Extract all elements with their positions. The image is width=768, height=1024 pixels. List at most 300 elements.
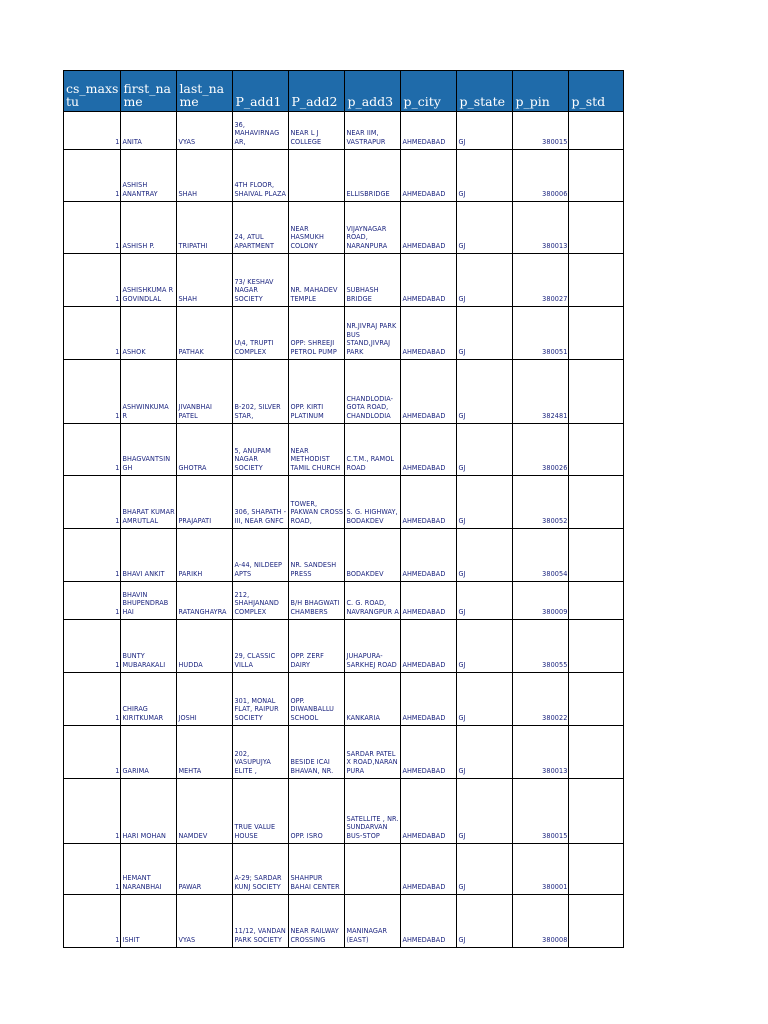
cs-maxstu-cell[interactable] <box>64 424 121 476</box>
p-add2-cell[interactable] <box>289 476 345 529</box>
p-add2-cell[interactable] <box>289 582 345 620</box>
cell-text: B/H BHAGWATI CHAMBERS <box>290 598 340 617</box>
cell-text: 1 <box>115 347 120 357</box>
cell-text: BHAGVANTSIN GH <box>122 454 171 473</box>
p-add3-cell[interactable] <box>345 150 401 202</box>
cell-text: ASHOK <box>122 347 146 357</box>
cell-text: 380027 <box>542 294 568 304</box>
p-state-cell[interactable] <box>457 424 513 476</box>
cell-text: 380022 <box>542 713 568 723</box>
cell-text: MANINAGAR (EAST) <box>346 926 388 945</box>
p-city-cell[interactable] <box>401 307 457 360</box>
cell-text: 380026 <box>542 463 568 473</box>
cell-text: A-44, NILDEEP APTS <box>234 560 283 579</box>
p-add1-cell[interactable] <box>233 529 289 582</box>
p-pin-cell[interactable] <box>513 150 569 202</box>
first-name-cell[interactable] <box>121 202 177 254</box>
cs-maxstu-cell[interactable] <box>64 726 121 779</box>
column-header-p-add2[interactable]: P_add2 <box>289 71 345 112</box>
cs-maxstu-cell[interactable] <box>64 582 121 620</box>
p-city-cell[interactable] <box>401 582 457 620</box>
p-add1-cell[interactable] <box>233 726 289 779</box>
p-add2-cell[interactable] <box>289 726 345 779</box>
cell-text: GHOTRA <box>178 463 207 473</box>
p-add3-cell[interactable] <box>345 844 401 895</box>
cell-text: TRUE VALUE HOUSE <box>234 822 276 841</box>
table-row <box>64 476 624 529</box>
cell-text: BODAKDEV <box>346 569 384 579</box>
cell-text: B-202, SILVER STAR, <box>234 402 281 421</box>
cs-maxstu-cell[interactable] <box>64 895 121 948</box>
p-state-cell[interactable] <box>457 620 513 673</box>
first-name-cell[interactable] <box>121 529 177 582</box>
table-row <box>64 779 624 844</box>
p-state-cell[interactable] <box>457 529 513 582</box>
p-add1-cell[interactable] <box>233 673 289 726</box>
p-add2-cell[interactable] <box>289 150 345 202</box>
first-name-cell[interactable] <box>121 673 177 726</box>
first-name-cell[interactable] <box>121 254 177 307</box>
p-std-cell[interactable] <box>569 476 624 529</box>
p-pin-cell[interactable] <box>513 476 569 529</box>
p-state-cell[interactable] <box>457 582 513 620</box>
cell-text: BUNTY MUBARAKALI <box>122 651 166 670</box>
last-name-cell[interactable] <box>177 895 233 948</box>
cs-maxstu-cell[interactable] <box>64 307 121 360</box>
cell-text: AHMEDABAD <box>402 607 446 617</box>
cell-text: GJ <box>458 569 466 579</box>
cs-maxstu-cell[interactable] <box>64 254 121 307</box>
p-add3-cell[interactable] <box>345 112 401 150</box>
column-header-p-std[interactable]: p_std <box>569 71 624 112</box>
cell-text: 212, SHAHJANAND COMPLEX <box>234 589 279 617</box>
p-pin-cell[interactable] <box>513 582 569 620</box>
p-state-cell[interactable] <box>457 476 513 529</box>
cell-text: AHMEDABAD <box>402 516 446 526</box>
cell-text: OPP: SHREEJI PETROL PUMP <box>290 338 337 357</box>
p-pin-cell[interactable] <box>513 424 569 476</box>
cell-text: ASHISH ANANTRAY <box>122 180 158 199</box>
cell-text: 73/ KESHAV NAGAR SOCIETY <box>234 276 274 304</box>
p-std-cell[interactable] <box>569 673 624 726</box>
last-name-cell[interactable] <box>177 307 233 360</box>
first-name-cell[interactable] <box>121 307 177 360</box>
p-add3-cell[interactable] <box>345 254 401 307</box>
cell-text: 29, CLASSIC VILLA <box>234 651 276 670</box>
table-row <box>64 582 624 620</box>
cell-text: GJ <box>458 137 466 147</box>
p-add2-cell[interactable] <box>289 360 345 424</box>
p-add3-cell[interactable] <box>345 673 401 726</box>
cell-text: 380009 <box>542 607 568 617</box>
last-name-cell[interactable] <box>177 620 233 673</box>
p-add1-cell[interactable] <box>233 202 289 254</box>
p-pin-cell[interactable] <box>513 360 569 424</box>
first-name-cell[interactable] <box>121 476 177 529</box>
cs-maxstu-cell[interactable] <box>64 112 121 150</box>
p-pin-cell[interactable] <box>513 112 569 150</box>
cell-text: BHAVIN BHUPENDRAB HAI <box>122 589 169 617</box>
cell-text: ASHISH P. <box>122 241 155 251</box>
p-city-cell[interactable] <box>401 424 457 476</box>
cell-text: 1 <box>115 766 120 776</box>
p-add3-cell[interactable] <box>345 726 401 779</box>
cell-text: 382481 <box>542 411 568 421</box>
last-name-cell[interactable] <box>177 202 233 254</box>
p-city-cell[interactable] <box>401 779 457 844</box>
p-add3-cell[interactable] <box>345 529 401 582</box>
cell-text: BHARAT KUMAR AMRUTLAL <box>122 507 175 526</box>
cell-text: GJ <box>458 241 466 251</box>
p-add2-cell[interactable] <box>289 673 345 726</box>
cell-text: 380055 <box>542 660 568 670</box>
cell-text: SUBHASH BRIDGE <box>346 285 379 304</box>
last-name-cell[interactable] <box>177 254 233 307</box>
cs-maxstu-cell[interactable] <box>64 620 121 673</box>
cs-maxstu-cell[interactable] <box>64 529 121 582</box>
first-name-cell[interactable] <box>121 582 177 620</box>
cell-text: GJ <box>458 411 466 421</box>
p-add3-cell[interactable] <box>345 476 401 529</box>
cell-text: SATELLITE , NR. SUNDARVAN BUS-STOP <box>346 813 399 841</box>
table-row <box>64 895 624 948</box>
p-add1-cell[interactable] <box>233 620 289 673</box>
column-header-cs-maxstu[interactable]: cs_maxs tu <box>64 71 121 112</box>
cell-text: 1 <box>115 831 120 841</box>
cell-text: NR. SANDESH PRESS <box>290 560 337 579</box>
p-pin-cell[interactable] <box>513 254 569 307</box>
p-add1-cell[interactable] <box>233 150 289 202</box>
cell-text: 1 <box>115 713 120 723</box>
column-header-p-pin[interactable]: p_pin <box>513 71 569 112</box>
cell-text: NEAR HASMUKH COLONY <box>290 223 324 251</box>
cell-text: NEAR RAILWAY CROSSING <box>290 926 339 945</box>
cell-text: KANKARIA <box>346 713 380 723</box>
p-std-cell[interactable] <box>569 844 624 895</box>
cell-text: AHMEDABAD <box>402 831 446 841</box>
cell-text: GJ <box>458 463 466 473</box>
cell-text: BESIDE ICAI BHAVAN, NR. <box>290 757 334 776</box>
cell-text: CHANDLODIA- GOTA ROAD, CHANDLODIA <box>346 393 394 421</box>
cell-text: AHMEDABAD <box>402 713 446 723</box>
cs-maxstu-cell[interactable] <box>64 844 121 895</box>
p-add3-cell[interactable] <box>345 424 401 476</box>
p-add2-cell[interactable] <box>289 424 345 476</box>
p-add2-cell[interactable] <box>289 529 345 582</box>
cell-text: AHMEDABAD <box>402 935 446 945</box>
p-state-cell[interactable] <box>457 112 513 150</box>
cell-text: ASHISHKUMA R GOVINDLAL <box>122 285 174 304</box>
p-city-cell[interactable] <box>401 112 457 150</box>
p-add3-cell[interactable] <box>345 202 401 254</box>
last-name-cell[interactable] <box>177 673 233 726</box>
p-pin-cell[interactable] <box>513 844 569 895</box>
table-row <box>64 424 624 476</box>
cell-text: AHMEDABAD <box>402 137 446 147</box>
p-add3-cell[interactable] <box>345 779 401 844</box>
cell-text: SHAH <box>178 294 198 304</box>
cell-text: 1 <box>115 463 120 473</box>
cell-text: 1 <box>115 137 120 147</box>
cell-text: PATHAK <box>178 347 204 357</box>
p-add2-cell[interactable] <box>289 779 345 844</box>
cell-text: VIJAYNAGAR ROAD, NARANPURA <box>346 223 388 251</box>
cell-text: C.T.M., RAMOL ROAD <box>346 454 395 473</box>
cell-text: GJ <box>458 347 466 357</box>
cell-text: PRAJAPATI <box>178 516 212 526</box>
p-add3-cell[interactable] <box>345 360 401 424</box>
cell-text: GJ <box>458 935 466 945</box>
table-row <box>64 529 624 582</box>
p-std-cell[interactable] <box>569 254 624 307</box>
p-pin-cell[interactable] <box>513 529 569 582</box>
p-add1-cell[interactable] <box>233 779 289 844</box>
spreadsheet-table <box>63 70 624 948</box>
column-header-p-state[interactable]: p_state <box>457 71 513 112</box>
first-name-cell[interactable] <box>121 424 177 476</box>
p-std-cell[interactable] <box>569 307 624 360</box>
cell-text: ISHIT <box>122 935 140 945</box>
table-row <box>64 360 624 424</box>
cell-text: GJ <box>458 660 466 670</box>
p-add2-cell[interactable] <box>289 254 345 307</box>
cs-maxstu-cell[interactable] <box>64 360 121 424</box>
p-city-cell[interactable] <box>401 202 457 254</box>
table-row <box>64 726 624 779</box>
cell-text: TOWER, PAKWAN CROSS ROAD, <box>290 498 344 526</box>
p-city-cell[interactable] <box>401 620 457 673</box>
cell-text: SHAHPUR BAHAI CENTER <box>290 873 340 892</box>
p-std-cell[interactable] <box>569 620 624 673</box>
cs-maxstu-cell[interactable] <box>64 150 121 202</box>
last-name-cell[interactable] <box>177 529 233 582</box>
p-add3-cell[interactable] <box>345 895 401 948</box>
p-state-cell[interactable] <box>457 360 513 424</box>
cell-text: 1 <box>115 607 120 617</box>
p-add1-cell[interactable] <box>233 895 289 948</box>
p-add2-cell[interactable] <box>289 202 345 254</box>
p-std-cell[interactable] <box>569 779 624 844</box>
cell-text: AHMEDABAD <box>402 463 446 473</box>
p-city-cell[interactable] <box>401 844 457 895</box>
first-name-cell[interactable] <box>121 844 177 895</box>
cell-text: HUDDA <box>178 660 203 670</box>
p-pin-cell[interactable] <box>513 202 569 254</box>
cell-text: NR.JIVRAJ PARK BUS STAND,JIVRAJ PARK <box>346 320 397 357</box>
cell-text: OPP. DIWANBALLU SCHOOL <box>290 695 335 723</box>
p-add2-cell[interactable] <box>289 112 345 150</box>
p-city-cell[interactable] <box>401 895 457 948</box>
p-state-cell[interactable] <box>457 726 513 779</box>
p-state-cell[interactable] <box>457 150 513 202</box>
cell-text: 1 <box>115 189 120 199</box>
cell-text: 301, MONAL FLAT, RAIPUR SOCIETY <box>234 695 279 723</box>
p-add3-cell[interactable] <box>345 307 401 360</box>
table-row <box>64 150 624 202</box>
cell-text: 380013 <box>542 766 568 776</box>
p-state-cell[interactable] <box>457 202 513 254</box>
last-name-cell[interactable] <box>177 726 233 779</box>
cell-text: 1 <box>115 411 120 421</box>
cell-text: NEAR METHODIST TAMIL CHURCH <box>290 445 341 473</box>
cell-text: AHMEDABAD <box>402 569 446 579</box>
cell-text: SHAH <box>178 189 198 199</box>
last-name-cell[interactable] <box>177 779 233 844</box>
cell-text: GARIMA <box>122 766 149 776</box>
column-header-p-city[interactable]: p_city <box>401 71 457 112</box>
cell-text: AHMEDABAD <box>402 660 446 670</box>
p-pin-cell[interactable] <box>513 307 569 360</box>
cell-text: 380054 <box>542 569 568 579</box>
cell-text: TRIPATHI <box>178 241 208 251</box>
p-std-cell[interactable] <box>569 895 624 948</box>
cell-text: VYAS <box>178 935 196 945</box>
cs-maxstu-cell[interactable] <box>64 476 121 529</box>
cell-text: U\4, TRUPTI COMPLEX <box>234 338 274 357</box>
p-state-cell[interactable] <box>457 673 513 726</box>
p-state-cell[interactable] <box>457 254 513 307</box>
cell-text: S. G. HIGHWAY, BODAKDEV <box>346 507 398 526</box>
last-name-cell[interactable] <box>177 844 233 895</box>
first-name-cell[interactable] <box>121 726 177 779</box>
p-add1-cell[interactable] <box>233 476 289 529</box>
cell-text: 11/12, VANDAN PARK SOCIETY <box>234 926 286 945</box>
p-std-cell[interactable] <box>569 529 624 582</box>
cs-maxstu-cell[interactable] <box>64 202 121 254</box>
p-add2-cell[interactable] <box>289 844 345 895</box>
first-name-cell[interactable] <box>121 895 177 948</box>
column-header-p-add3[interactable]: p_add3 <box>345 71 401 112</box>
last-name-cell[interactable] <box>177 424 233 476</box>
p-pin-cell[interactable] <box>513 895 569 948</box>
p-add1-cell[interactable] <box>233 307 289 360</box>
p-pin-cell[interactable] <box>513 779 569 844</box>
first-name-cell[interactable] <box>121 112 177 150</box>
first-name-cell[interactable] <box>121 620 177 673</box>
cell-text: AHMEDABAD <box>402 766 446 776</box>
p-add1-cell[interactable] <box>233 844 289 895</box>
cell-text: 380051 <box>542 347 568 357</box>
cell-text: 5, ANUPAM NAGAR SOCIETY <box>234 445 271 473</box>
cell-text: 202, VASUPUJYA ELITE , <box>234 748 271 776</box>
cell-text: SARDAR PATEL X ROAD,NARAN PURA <box>346 748 398 776</box>
p-pin-cell[interactable] <box>513 726 569 779</box>
cell-text: AHMEDABAD <box>402 241 446 251</box>
column-header-first-name[interactable]: first_na me <box>121 71 177 112</box>
first-name-cell[interactable] <box>121 779 177 844</box>
column-header-p-add1[interactable]: P_add1 <box>233 71 289 112</box>
p-state-cell[interactable] <box>457 779 513 844</box>
p-state-cell[interactable] <box>457 844 513 895</box>
cell-text: OPP. KIRTI PLATINUM <box>290 402 324 421</box>
p-add1-cell[interactable] <box>233 360 289 424</box>
last-name-cell[interactable] <box>177 582 233 620</box>
p-std-cell[interactable] <box>569 726 624 779</box>
cell-text: AHMEDABAD <box>402 347 446 357</box>
table-row <box>64 254 624 307</box>
p-std-cell[interactable] <box>569 360 624 424</box>
cell-text: NR. MAHADEV TEMPLE <box>290 285 338 304</box>
column-header-last-name[interactable]: last_na me <box>177 71 233 112</box>
cell-text: GJ <box>458 607 466 617</box>
cell-text: CHIRAG KIRITKUMAR <box>122 704 164 723</box>
p-add2-cell[interactable] <box>289 307 345 360</box>
cell-text: BHAVI ANKIT <box>122 569 165 579</box>
p-city-cell[interactable] <box>401 673 457 726</box>
p-std-cell[interactable] <box>569 150 624 202</box>
p-add1-cell[interactable] <box>233 112 289 150</box>
cell-text: HEMANT NARANBHAI <box>122 873 162 892</box>
cell-text: OPP. ISRO <box>290 831 323 841</box>
cell-text: GJ <box>458 882 466 892</box>
last-name-cell[interactable] <box>177 360 233 424</box>
cell-text: 24, ATUL APARTMENT <box>234 232 274 251</box>
cell-text: GJ <box>458 189 466 199</box>
table-row <box>64 202 624 254</box>
cell-text: GJ <box>458 831 466 841</box>
cell-text: 1 <box>115 294 120 304</box>
cell-text: NEAR IIM, VASTRAPUR <box>346 128 386 147</box>
last-name-cell[interactable] <box>177 476 233 529</box>
p-std-cell[interactable] <box>569 112 624 150</box>
p-add2-cell[interactable] <box>289 895 345 948</box>
cell-text: ASHWINKUMA R <box>122 402 169 421</box>
p-state-cell[interactable] <box>457 307 513 360</box>
p-state-cell[interactable] <box>457 895 513 948</box>
cell-text: HARI MOHAN <box>122 831 166 841</box>
last-name-cell[interactable] <box>177 150 233 202</box>
p-std-cell[interactable] <box>569 202 624 254</box>
table-row <box>64 620 624 673</box>
p-add1-cell[interactable] <box>233 582 289 620</box>
first-name-cell[interactable] <box>121 360 177 424</box>
cell-text: 1 <box>115 660 120 670</box>
p-city-cell[interactable] <box>401 476 457 529</box>
p-city-cell[interactable] <box>401 726 457 779</box>
p-std-cell[interactable] <box>569 582 624 620</box>
cell-text: AHMEDABAD <box>402 189 446 199</box>
cs-maxstu-cell[interactable] <box>64 673 121 726</box>
p-pin-cell[interactable] <box>513 673 569 726</box>
p-city-cell[interactable] <box>401 360 457 424</box>
cell-text: C. G. ROAD, NAVRANGPUR A <box>346 598 399 617</box>
cell-text: ANITA <box>122 137 142 147</box>
table-row <box>64 112 624 150</box>
p-add1-cell[interactable] <box>233 254 289 307</box>
p-add3-cell[interactable] <box>345 620 401 673</box>
cell-text: GJ <box>458 766 466 776</box>
p-pin-cell[interactable] <box>513 620 569 673</box>
cell-text: 1 <box>115 935 120 945</box>
cell-text: PAWAR <box>178 882 202 892</box>
cell-text: JUHAPURA- SARKHEJ ROAD <box>346 651 397 670</box>
p-add3-cell[interactable] <box>345 582 401 620</box>
p-city-cell[interactable] <box>401 150 457 202</box>
p-city-cell[interactable] <box>401 529 457 582</box>
cell-text: A-29; SARDAR KUNJ SOCIETY <box>234 873 282 892</box>
cs-maxstu-cell[interactable] <box>64 779 121 844</box>
p-city-cell[interactable] <box>401 254 457 307</box>
first-name-cell[interactable] <box>121 150 177 202</box>
p-add2-cell[interactable] <box>289 620 345 673</box>
cell-text: PARIKH <box>178 569 203 579</box>
p-add1-cell[interactable] <box>233 424 289 476</box>
cell-text: 36, MAHAVIRNAG AR, <box>234 119 280 147</box>
p-std-cell[interactable] <box>569 424 624 476</box>
last-name-cell[interactable] <box>177 112 233 150</box>
cell-text: RATANGHAYRA <box>178 607 227 617</box>
cell-text: 380001 <box>542 882 568 892</box>
